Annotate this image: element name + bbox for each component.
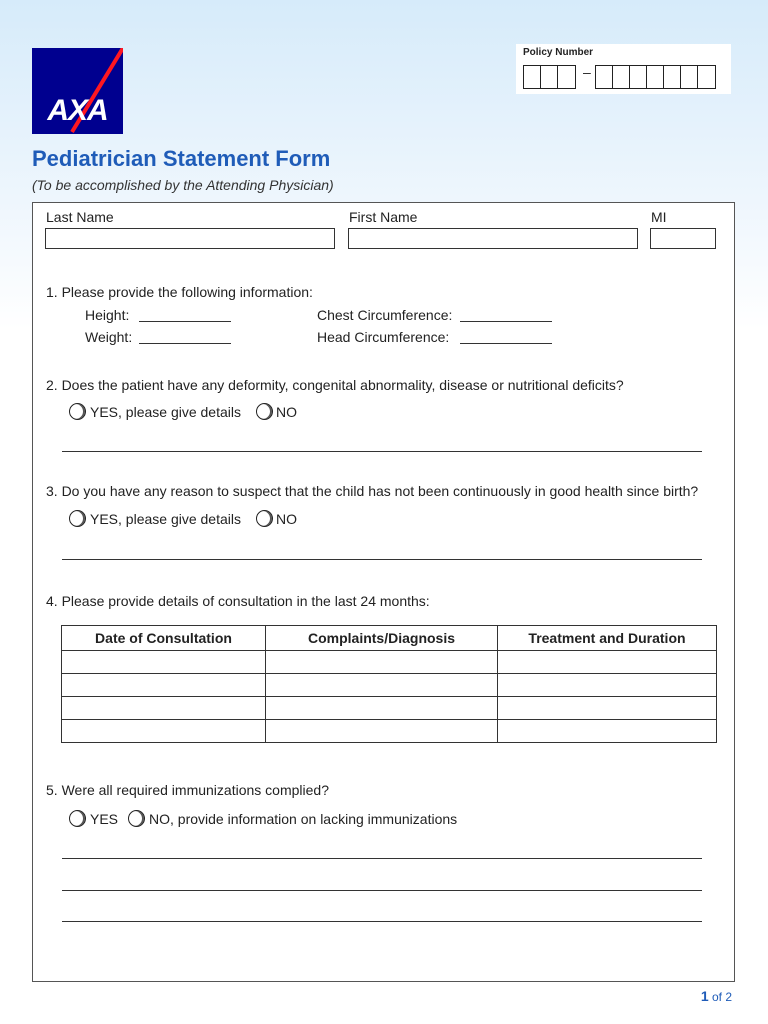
question-4: 4. Please provide details of consultation in the last 24 months:: [46, 593, 430, 609]
q5-details-line[interactable]: [62, 858, 702, 859]
table-row: [62, 674, 717, 697]
q2-yes-label: YES, please give details: [90, 404, 241, 420]
head-circumference-field[interactable]: [460, 343, 552, 344]
q5-yes-radio[interactable]: [69, 810, 86, 827]
policy-dash: –: [583, 64, 591, 80]
policy-digit-box[interactable]: [630, 66, 647, 88]
policy-number-label: Policy Number: [523, 47, 594, 58]
table-cell[interactable]: [266, 651, 498, 674]
table-row: [62, 651, 717, 674]
table-cell[interactable]: [266, 720, 498, 743]
question-3: 3. Do you have any reason to suspect that the child has not been continuously in good health since birth?: [46, 483, 699, 499]
q3-yes-radio[interactable]: [69, 510, 86, 527]
table-cell[interactable]: [266, 697, 498, 720]
page-number: [701, 988, 732, 1004]
page-title: Pediatrician Statement Form: [32, 146, 331, 171]
first-name-label: First Name: [349, 209, 418, 225]
table-cell[interactable]: [266, 674, 498, 697]
q3-yes-label: YES, please give details: [90, 511, 241, 527]
q3-no-radio[interactable]: [256, 510, 273, 527]
chest-circumference-label: Chest Circumference:: [317, 307, 453, 323]
logo-text: AXA: [47, 94, 108, 127]
policy-digit-box[interactable]: [698, 66, 715, 88]
column-header-complaints: Complaints/Diagnosis: [266, 626, 498, 651]
mi-label: MI: [651, 209, 667, 225]
last-name-label: Last Name: [46, 209, 114, 225]
q2-yes-radio[interactable]: [69, 403, 86, 420]
policy-digit-box[interactable]: [541, 66, 558, 88]
axa-logo: [32, 48, 123, 134]
table-cell[interactable]: [498, 697, 717, 720]
table-cell[interactable]: [62, 720, 266, 743]
table-cell[interactable]: [498, 651, 717, 674]
q5-yes-label: YES: [90, 811, 119, 827]
weight-field[interactable]: [139, 343, 231, 344]
q5-no-radio[interactable]: [128, 810, 145, 827]
policy-digit-box[interactable]: [664, 66, 681, 88]
table-cell[interactable]: [62, 674, 266, 697]
table-row: [62, 697, 717, 720]
column-header-date: Date of Consultation: [62, 626, 266, 651]
q2-details-line[interactable]: [62, 451, 702, 452]
question-2: 2. Does the patient have any deformity, congenital abnormality, disease or nutritional deficits?: [46, 377, 624, 393]
question-5: 5. Were all required immunizations complied?: [46, 782, 329, 798]
table-header-row: [62, 626, 717, 651]
consultation-table: [61, 625, 717, 743]
last-name-field[interactable]: [45, 228, 335, 249]
policy-digit-box[interactable]: [558, 66, 575, 88]
first-name-field[interactable]: [348, 228, 638, 249]
policy-number-section: [516, 44, 731, 94]
policy-digit-box[interactable]: [613, 66, 630, 88]
table-cell[interactable]: [62, 697, 266, 720]
table-cell[interactable]: [498, 720, 717, 743]
height-field[interactable]: [139, 321, 231, 322]
chest-circumference-field[interactable]: [460, 321, 552, 322]
policy-digit-box[interactable]: [596, 66, 613, 88]
page-current: 1: [700, 988, 709, 1004]
page-subtitle: (To be accomplished by the Attending Physician): [32, 177, 334, 193]
q5-details-line[interactable]: [62, 921, 702, 922]
table-row: [62, 720, 717, 743]
policy-digit-box[interactable]: [647, 66, 664, 88]
policy-number-boxes: [595, 65, 716, 89]
mi-field[interactable]: [650, 228, 716, 249]
table-cell[interactable]: [498, 674, 717, 697]
q5-no-label: NO, provide information on lacking immunizations: [149, 811, 458, 827]
weight-label: Weight:: [85, 329, 133, 345]
height-label: Height:: [85, 307, 130, 323]
q3-no-label: NO: [276, 511, 297, 527]
q3-details-line[interactable]: [62, 559, 702, 560]
q2-no-label: NO: [276, 404, 297, 420]
q5-details-line[interactable]: [62, 890, 702, 891]
question-1: 1. Please provide the following information:: [46, 284, 313, 300]
q2-no-radio[interactable]: [256, 403, 273, 420]
page-total: of 2: [711, 990, 732, 1004]
policy-digit-box[interactable]: [524, 66, 541, 88]
policy-prefix-boxes: [523, 65, 576, 89]
column-header-treatment: Treatment and Duration: [498, 626, 717, 651]
policy-digit-box[interactable]: [681, 66, 698, 88]
table-cell[interactable]: [62, 651, 266, 674]
head-circumference-label: Head Circumference:: [317, 329, 450, 345]
